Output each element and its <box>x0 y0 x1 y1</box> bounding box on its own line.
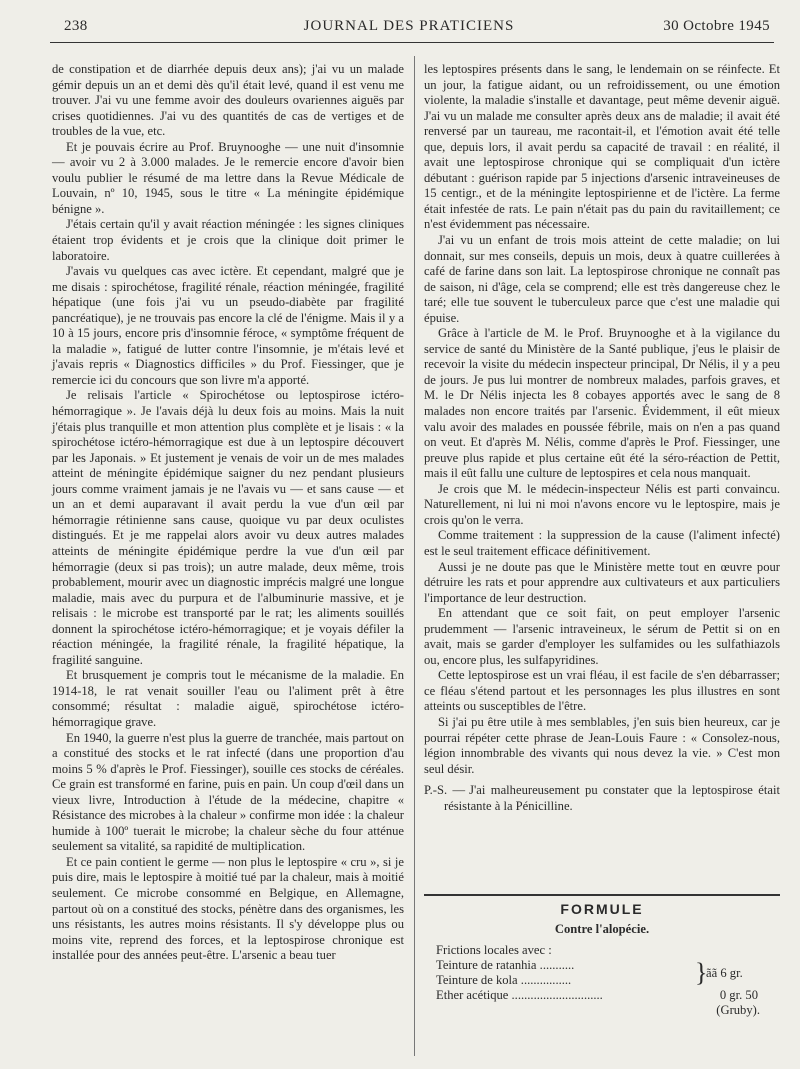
paragraph: Grâce à l'article de M. le Prof. Bruynooghe et à la vigilance du service de santé du Ministère de la Santé publique, j'eus le plaisir de recevoir la visite du médecin inspecteur principal, Dr Nélis, il y a peu de jours. Je pus lui montrer de nombreux malades, parfois graves, et M. le Dr Nélis injecta les 8 cobayes apportés avec le sang de 8 malades non encore traités par l'arsenic. Évidemment, il eût mieux valu avoir des malades en poussée fébrile, mais on n'en a pas quand on veut. Et d'après M. Nélis, comme d'après le Prof. Fiessinger, une preuve plus rapide et plus certaine eût été la séro-réaction de Pettit, mais il eût fallu une culture de leptospires et cela nous manquait. <box>424 326 780 481</box>
formula-item <box>424 988 780 1003</box>
paragraph: Si j'ai pu être utile à mes semblables, j'en suis bien heureux, car je pourrai répéter cette phrase de Jean-Louis Faure : « Consolez-nous, légion innombrable des vivants qui nous devez la vie. » C'est mon seul désir. <box>424 714 780 776</box>
issue-date: 30 Octobre 1945 <box>663 18 770 34</box>
page-number: 238 <box>64 18 88 34</box>
paragraph: de constipation et de diarrhée depuis deux ans); j'ai vu un malade gémir depuis un an et demi dès qu'il était levé, quand il est venu me trouver. J'ai vu une femme avoir des douleurs ovariennes aiguës par crises quotidiennes. J'ai vu des quantités de cas de vertiges et de troubles de la vue, etc. <box>52 62 404 139</box>
paragraph: les leptospires présents dans le sang, le lendemain on se réinfecte. Et un jour, la fatigue aidant, ou un refroidissement, ou une émotion violente, la maladie s'installe et davantage, peut même devenir aiguë. J'ai vu un malade me consulter après deux ans de maladie; il avait été renversé par un taureau, me racontait-il, et l'émotion avait été telle que, depuis lors, il avait perdu sa capacité de travail : en réalité, il avait une leptospirose chronique qui se compliquait d'un ictère débutant : guérison rapide par 5 injections d'arsenic intraveineuses de 15 centigr., et de la méningite leptospirienne et de l'ictère. La ferme était infestée de rats. Le pain n'était pas du pain du ravitaillement; ce n'est évidemment pas nécessaire. <box>424 62 780 232</box>
header-rule <box>50 42 774 43</box>
paragraph: Je crois que M. le médecin-inspecteur Nélis est parti convaincu. Naturellement, ni lui ni moi n'avons encore vu le leptospire, mais je crois qu'on le verra. <box>424 481 780 527</box>
paragraph: Cette leptospirose est un vrai fléau, il est facile de s'en débarrasser; ce fléau s'étend partout et les personnages les plus illustres en sont atteints ou susceptibles de l'être. <box>424 668 780 714</box>
formula-item-name: Teinture de ratanhia <box>436 958 537 972</box>
right-column <box>424 62 780 814</box>
formula-item-qty: 0 gr. 50 <box>719 988 758 1002</box>
formula-item-dots: ........... <box>536 958 575 972</box>
paragraph: Et je pouvais écrire au Prof. Bruynooghe — une nuit d'insomnie — avoir vu 2 à 3.000 malades. Je le remercie encore d'avoir bien voulu publier le résumé de ma lettre dans la Revue Médicale de Louvain, nº 10, 1945, sous le titre « La méningite épidémique bénigne ». <box>52 139 404 216</box>
paragraph: J'ai vu un enfant de trois mois atteint de cette maladie; on lui donnait, sur mes conseils, depuis un mois, deux à quatre cuillerées à café de farine dans son lait. La leptospirose chronique ne connaît pas de saison, ni d'âge, cela se comprend; elle est très dangereuse chez le taré; elle tue souvent le tuberculeux parce que c'est une maladie qui épuise. <box>424 233 780 325</box>
brace-glyph: } <box>695 958 708 987</box>
paragraph: Aussi je ne doute pas que le Ministère mette tout en œuvre pour détruire les rats et pour apprendre aux cultivateurs et aux particuliers l'importance de leur destruction. <box>424 559 780 605</box>
paragraph: Je relisais l'article « Spirochétose ou leptospirose ictéro-hémorragique ». Je l'avais déjà lu deux fois au moins. Mais la nuit j'étais plus tranquille et mon attention plus complète et je lisais : « la spirochétose ictéro-hémorragique est due à un leptospire découvert par les Japonais. » Et justement je venais de voir un de mes malades atteint de méningite épidémique saigner du nez pendant plusieurs jours comme vraiment jamais je ne l'avais vu — et sans cause — et un an et demi auparavant il avait perdu la vue d'un œil par hémorragie rétinienne sans cause, quoique vu par deux oculistes distingués. Et je me rappelai alors avoir vu deux autres malades atteints de méningite épidémique perdre la vue d'un œil par hémorragie (deux si pas trois); un autre malade, deux même, trois probablement, mourir avec un diagnostic imprécis malgré une longue maladie, mais avec du purpura et de l'albuminurie massive, et je relisais : le microbe est transporté par le rat; les aliments souillés donnent la spirochétose ictéro-hémorragique; et je voyais défiler la réaction méningée, la fragilité rénale, la fragilité hépatique, la fragilité sanguine. <box>52 388 404 667</box>
formula-author: (Gruby). <box>716 1003 760 1017</box>
postscript-text: J'ai malheureusement pu constater que la leptospirose était résistante à la Pénicilline. <box>444 783 780 813</box>
journal-title: JOURNAL DES PRATICIENS <box>303 18 515 34</box>
formula-item-dots: ............................. <box>508 988 603 1002</box>
formula-intro-text: Frictions locales avec : <box>436 943 552 957</box>
paragraph: En 1940, la guerre n'est plus la guerre de tranchée, mais partout on a constitué des stocks et le rat infecté (dans une proportion d'au moins 5 % d'après le Prof. Fiessinger), souille ces stocks de céréales. Ce grain est transformé en farine, puis en pain. Un coup d'œil dans un vieux livre, Introduction à l'étude de la médecine, chapitre « Résistance des microbes à la chaleur » confirme mon idée : la chaleur humide à 100º tuerait le microbe; la chaleur sèche du four atténue seulement sa vitalité, sa rapidité de multiplication. <box>52 730 404 854</box>
page-header <box>48 16 770 42</box>
paragraph: Et ce pain contient le germe — non plus le leptospire « cru », si je puis dire, mais le leptospire à moitié tué par la chaleur, mais à moitié seulement. Ce microbe consommé en Belgique, en Allemagne, partout où on a constitué des stocks, pénètre dans des organismes, les uns résistants, les autres moins résistants. Il s'y développe plus ou moins vite, reprend des forces, et la leptospirose chronique est installée pour des années peut-être. L'arsenic a beau tuer <box>52 854 404 963</box>
formula-item-dots: ................ <box>517 973 572 987</box>
formula-grouped-qty: ãã 6 gr. <box>706 966 743 980</box>
left-column <box>52 62 404 964</box>
formula-group <box>424 958 780 988</box>
paragraph: J'étais certain qu'il y avait réaction méningée : les signes cliniques étaient trop évidents et je crois que la clinique doit primer le laboratoire. <box>52 217 404 263</box>
formula-title: FORMULE <box>560 901 644 917</box>
paragraph: En attendant que ce soit fait, on peut employer l'arsenic prudemment — l'arsenic intraveineux, le sérum de Pettit si on en avait, mais se garder d'employer les sulfamides ou les sulfathiazols ou, encore plus, les sulfapyridines. <box>424 606 780 667</box>
formula-subtitle: Contre l'alopécie. <box>554 922 650 936</box>
formula-intro <box>424 943 780 958</box>
paragraph: Et brusquement je compris tout le mécanisme de la maladie. En 1914-18, le rat venait souiller l'eau ou l'aliment prêt à être consommé; résultat : maladie aiguë, spirochétose ictéro-hémorragique grave. <box>52 668 404 729</box>
paragraph: J'avais vu quelques cas avec ictère. Et cependant, malgré que je me disais : spirochétose, fragilité rénale, réaction méningée, fragilité hépatique (une fois j'ai vu un pseudo-diabète par fragilité pancréatique), je ne trouvais pas encore la clé de l'énigme. Mais il y a 10 à 15 jours, encore pris d'insomnie féroce, « symptôme fréquent de la maladie », fatigué de lutter contre l'insomnie, je m'étais levé et j'avais repris « Diagnostics difficiles » du Prof. Fiessinger, que je remercie ici du concours que son livre m'a apporté. <box>52 264 404 387</box>
formula-rule <box>424 894 780 896</box>
formula-item-name: Ether acétique <box>436 988 509 1002</box>
paragraph: Comme traitement : la suppression de la cause (l'aliment infecté) est le seul traitement efficace définitivement. <box>424 528 780 558</box>
postscript-label: P.-S. — <box>424 783 466 798</box>
formula-item-name: Teinture de kola <box>436 973 518 987</box>
postscript <box>424 783 780 814</box>
formula-box <box>424 902 780 1018</box>
column-divider <box>414 56 415 1056</box>
